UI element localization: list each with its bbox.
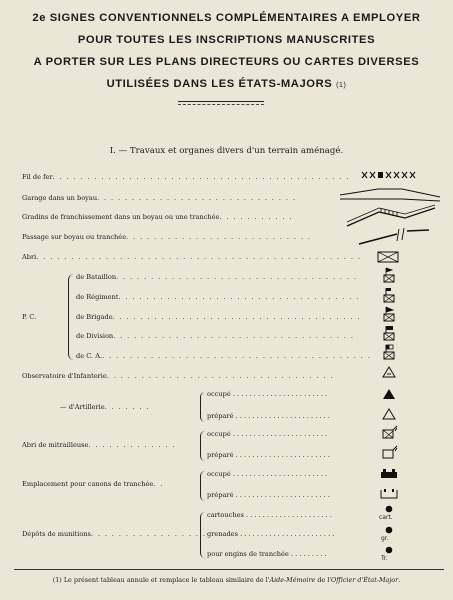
row-label: Dépôts de munitions (22, 530, 91, 538)
row-gradins: Gradins de franchissement dans un boyau ou une tranchée. . . . . . . . . . . (22, 213, 293, 221)
row-label: grenades (207, 530, 238, 538)
row-label: Fil de fer (22, 173, 53, 181)
row-label: — d'Artillerie (60, 403, 105, 411)
mitrailleuse-brace (200, 431, 205, 461)
depots-brace (200, 512, 205, 558)
row-label: occupé (207, 390, 231, 398)
depots-cartouches: cartouches . . . . . . . . . . . . . . . . . . . . . (207, 511, 332, 519)
row-label: Garage dans un boyau (22, 194, 98, 202)
emplacement-prepare: préparé . . . . . . . . . . . . . . . . . . . . . . . (207, 491, 330, 499)
row-pc-division: de Division. . . . . . . . . . . . . . . . . . . . . . . . . . . . . . . . . . . (76, 332, 355, 340)
cartouches-caption: cart. (379, 514, 393, 521)
depots-engins: pour engins de tranchée . . . . . . . . . (207, 550, 327, 558)
row-label: préparé (207, 491, 234, 499)
pc-ca-symbol (382, 344, 396, 360)
row-observatoire-artillerie: — d'Artillerie. . . . . . . (60, 403, 151, 411)
title-line-1: 2e SIGNES CONVENTIONNELS COMPLÉMENTAIRES A EMPLOYER (32, 12, 421, 24)
row-depots-munitions: Dépôts de munitions. . . . . . . . . . . . . . . . . (22, 530, 207, 538)
title-line-2: POUR TOUTES LES INSCRIPTIONS MANUSCRITES (77, 34, 376, 46)
row-label: préparé (207, 451, 234, 459)
cartouches-symbol (385, 505, 393, 513)
artillerie-prepare-symbol (382, 408, 396, 420)
artillerie-occupe-symbol (382, 388, 396, 400)
title-line-3: A PORTER SUR LES PLANS DIRECTEURS OU CARTES DIVERSES (33, 56, 420, 68)
footnote-ref-officier: Officier d'État-Major (331, 576, 399, 584)
footnote-suffix: . (398, 576, 401, 584)
row-fil-de-fer: Fil de fer. . . . . . . . . . . . . . . . . . . . . . . . . . . . . . . . . . . . . . . . . . . (22, 173, 350, 181)
emplacement-occupe-symbol (380, 467, 398, 479)
mitrailleuse-prepare: préparé . . . . . . . . . . . . . . . . . . . . . . . (207, 451, 330, 459)
row-pc-label: P. C. (22, 313, 37, 321)
observatoire-infanterie-symbol (382, 366, 396, 378)
row-label: occupé (207, 430, 231, 438)
passage-symbol (357, 228, 431, 246)
mitrailleuse-occupe: occupé . . . . . . . . . . . . . . . . . . . . . . . (207, 430, 328, 438)
barbed-wire-symbol (360, 169, 420, 183)
row-label: Abri (22, 253, 37, 261)
artillerie-prepare: préparé . . . . . . . . . . . . . . . . . . . . . . . (207, 412, 330, 420)
artillerie-occupe: occupé . . . . . . . . . . . . . . . . . . . . . . . (207, 390, 328, 398)
row-pc-bataillon: de Bataillon. . . . . . . . . . . . . . . . . . . . . . . . . . . . . . . . . . . (76, 273, 358, 281)
artillerie-brace (200, 392, 205, 422)
row-abri-mitrailleuse: Abri de mitrailleuse. . . . . . . . . . . . . (22, 441, 176, 449)
row-garage: Garage dans un boyau. . . . . . . . . . . . . . . . . . . . . . . . . . . . . (22, 194, 297, 202)
emplacement-occupe: occupé . . . . . . . . . . . . . . . . . . . . . . . (207, 470, 328, 478)
footnote-middle: de l' (315, 576, 332, 584)
row-label: cartouches (207, 511, 244, 519)
row-label: Abri de mitrailleuse (22, 441, 89, 449)
row-pc-regiment: de Régiment. . . . . . . . . . . . . . . . . . . . . . . . . . . . . . . . . . . (76, 293, 360, 301)
depots-grenades: grenades . . . . . . . . . . . . . . . . . . . . . . . (207, 530, 335, 538)
title-divider-dashed (178, 104, 264, 105)
pc-brace (68, 274, 75, 360)
row-label: pour engins de tranchée (207, 550, 289, 558)
emplacement-prepare-symbol (380, 487, 398, 499)
engins-caption: Tr. (381, 555, 388, 562)
title-line-4-text: UTILISÉES DANS LES ÉTATS-MAJORS (106, 78, 333, 90)
gradins-symbol (345, 204, 437, 228)
row-label: Passage sur boyau ou tranchée (22, 233, 127, 241)
row-label: de Régiment (76, 293, 119, 301)
pc-bataillon-symbol (382, 267, 396, 283)
footnote (0, 576, 453, 584)
row-observatoire-infanterie: Observatoire d'Infanterie. . . . . . . . . . . . . . . . . . . . . . . . . . . . . . . . . (22, 372, 335, 380)
row-label: de C. A. (76, 352, 103, 360)
footnote-rule (14, 569, 444, 570)
title-footnote-marker: (1) (336, 82, 347, 89)
title-line-4 (0, 78, 453, 90)
title-divider (178, 101, 264, 102)
row-label: de Brigade (76, 313, 113, 321)
row-label: préparé (207, 412, 234, 420)
row-pc-ca: de C. A.. . . . . . . . . . . . . . . . . . . . . . . . . . . . . . . . . . . . . . . (76, 352, 372, 360)
row-emplacement-canons: Emplacement pour canons de tranchée. . (22, 480, 164, 488)
row-passage: Passage sur boyau ou tranchée. . . . . . . . . . . . . . . . . . . . . . . . . . . (22, 233, 312, 241)
grenades-caption: gr. (381, 535, 389, 542)
footnote-ref-aide-memoire: Aide-Mémoire (269, 576, 316, 584)
mitrailleuse-occupe-symbol (382, 425, 398, 439)
engins-symbol (385, 546, 393, 554)
row-pc-brigade: de Brigade. . . . . . . . . . . . . . . . . . . . . . . . . . . . . . . . . . . . (76, 313, 361, 321)
row-abri: Abri. . . . . . . . . . . . . . . . . . . . . . . . . . . . . . . . . . . . . . . . . . . . . . . (22, 253, 362, 261)
row-label: de Division (76, 332, 114, 340)
pc-brigade-symbol (382, 306, 396, 322)
row-label: occupé (207, 470, 231, 478)
row-label: de Bataillon (76, 273, 117, 281)
grenades-symbol (385, 526, 393, 534)
row-label: Observatoire d'Infanterie (22, 372, 107, 380)
row-label: Gradins de franchissement dans un boyau ou une tranchée (22, 213, 220, 221)
pc-regiment-symbol (382, 287, 396, 303)
mitrailleuse-prepare-symbol (382, 445, 398, 459)
section-heading: I. — Travaux et organes divers d'un terrain aménagé. (109, 146, 344, 156)
emplacement-brace (200, 471, 205, 501)
pc-division-symbol (382, 325, 396, 341)
row-label: Emplacement pour canons de tranchée (22, 480, 154, 488)
abri-symbol (377, 251, 399, 263)
footnote-prefix: (1) Le présent tableau annule et remplace le tableau similaire de l' (52, 576, 270, 584)
